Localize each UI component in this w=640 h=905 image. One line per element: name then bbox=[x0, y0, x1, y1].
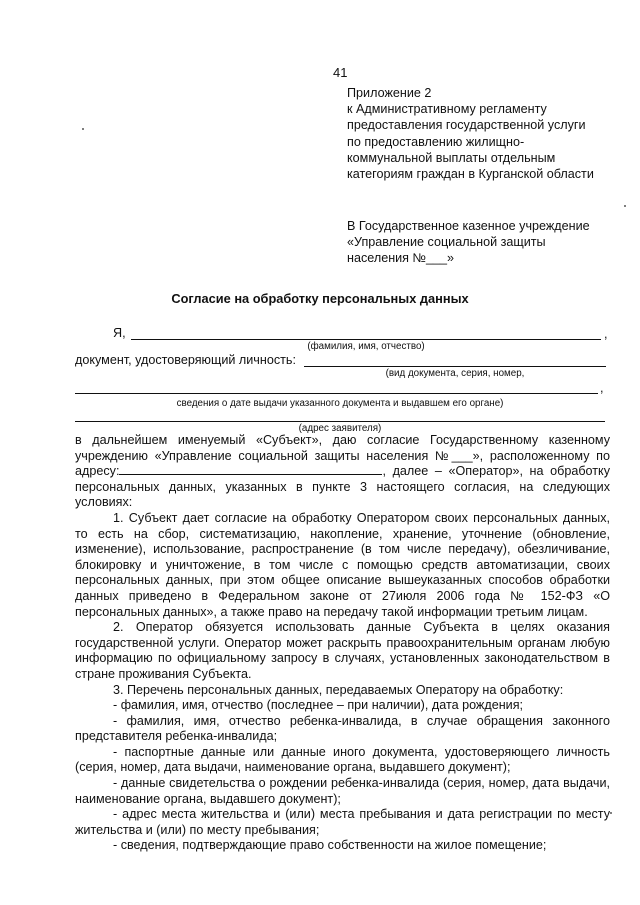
consent-body bbox=[75, 433, 610, 854]
appendix-line: категориям граждан в Курганской области bbox=[347, 167, 594, 182]
name-caption: (фамилия, имя, отчество) bbox=[307, 341, 425, 352]
scan-speck bbox=[624, 205, 626, 207]
paragraph-3: 3. Перечень персональных данных, передаваемых Оператору на обработку: bbox=[113, 682, 564, 697]
operator-address-fill-line[interactable] bbox=[119, 464, 382, 475]
appendix-block bbox=[347, 85, 617, 182]
page-number: 41 bbox=[333, 65, 348, 80]
document-title: Согласие на обработку персональных данных bbox=[171, 291, 469, 306]
paragraph-intro bbox=[75, 433, 610, 511]
appendix-line: по предоставлению жилищно- bbox=[347, 134, 525, 149]
scan-speck bbox=[610, 812, 612, 814]
list-item: - паспортные данные или данные иного документа, удостоверяющего личность (серия, номер, дата выдачи, наименование органа, выдавшего документ); bbox=[75, 744, 610, 775]
appendix-line: предоставления государственной услуги bbox=[347, 118, 586, 133]
list-item: - сведения, подтверждающие право собственности на жилое помещение; bbox=[113, 838, 547, 853]
name-comma: , bbox=[604, 327, 608, 341]
addressee-line: В Государственное казенное учреждение bbox=[347, 219, 590, 233]
doc-caption-2: сведения о дате выдачи указанного документа и выдавшем его органе) bbox=[176, 398, 504, 409]
paragraph-2: 2. Оператор обязуется использовать данные Субъекта в целях оказания государственной услуги. Оператор может раскрыть правоохранительным органам любую информацию по официальному запросу в случаях, установленных законодательством в стране проживания Субъекта. bbox=[75, 620, 610, 681]
list-item: - данные свидетельства о рождении ребенка-инвалида (серия, номер, дата выдачи, наименование органа, выдавшего документ); bbox=[75, 776, 610, 806]
name-fill-line[interactable] bbox=[131, 339, 601, 340]
addressee-line: «Управление социальной защиты bbox=[347, 235, 546, 250]
appendix-line: коммунальной выплаты отдельным bbox=[347, 150, 556, 165]
address-fill-line[interactable] bbox=[75, 421, 605, 422]
doc-fill-line[interactable] bbox=[304, 366, 606, 367]
doc-caption: (вид документа, серия, номер, bbox=[385, 368, 525, 379]
paragraph-1: 1. Субъект дает согласие на обработку Оператором своих персональных данных, то есть на сбор, систематизацию, накопление, хранение, уточнение (обновление, изменение), использование, распространение (в том числе передачу), обезличивание, блокировку и уничтожение, в том числе с помощью средств автоматизации, своих персональных данных, при этом общее описание вышеуказанных способов обработки данных приведено в Федеральном законе от 27июля 2006 года № 152-ФЗ «О персональных данных», а также право на передачу такой информации третьим лицам. bbox=[75, 510, 610, 619]
i-label: Я, bbox=[113, 326, 126, 340]
list-item: - адрес места жительства и (или) места пребывания и дата регистрации по месту жительства и (или) по месту пребывания; bbox=[75, 807, 610, 837]
addressee-block bbox=[347, 218, 622, 267]
doc-fill-line-2[interactable] bbox=[75, 393, 598, 394]
doc-label: документ, удостоверяющий личность: bbox=[75, 353, 296, 367]
doc-comma: , bbox=[600, 381, 604, 395]
addressee-line: населения №___» bbox=[347, 251, 455, 266]
appendix-line: к Административному регламенту bbox=[347, 102, 547, 117]
appendix-title: Приложение 2 bbox=[347, 86, 432, 100]
address-caption: (адрес заявителя) bbox=[298, 423, 382, 434]
list-item: - фамилия, имя, отчество (последнее – при наличии), дата рождения; bbox=[113, 698, 524, 713]
intro-text-end: , далее – «Оператор», на обработку персональных данных, указанных в пункте 3 настоящего согласия, на следующих условиях: bbox=[75, 464, 610, 510]
intro-text-start: в дальнейшем именуемый «Субъект», даю согласие Государственному казенному учреждению «Управление социальной защиты населения №___», расположенному по адресу: bbox=[75, 433, 610, 479]
list-item: - фамилия, имя, отчество ребенка-инвалида, в случае обращения законного представителя ребенка-инвалида; bbox=[75, 713, 610, 744]
scan-speck bbox=[82, 128, 84, 130]
